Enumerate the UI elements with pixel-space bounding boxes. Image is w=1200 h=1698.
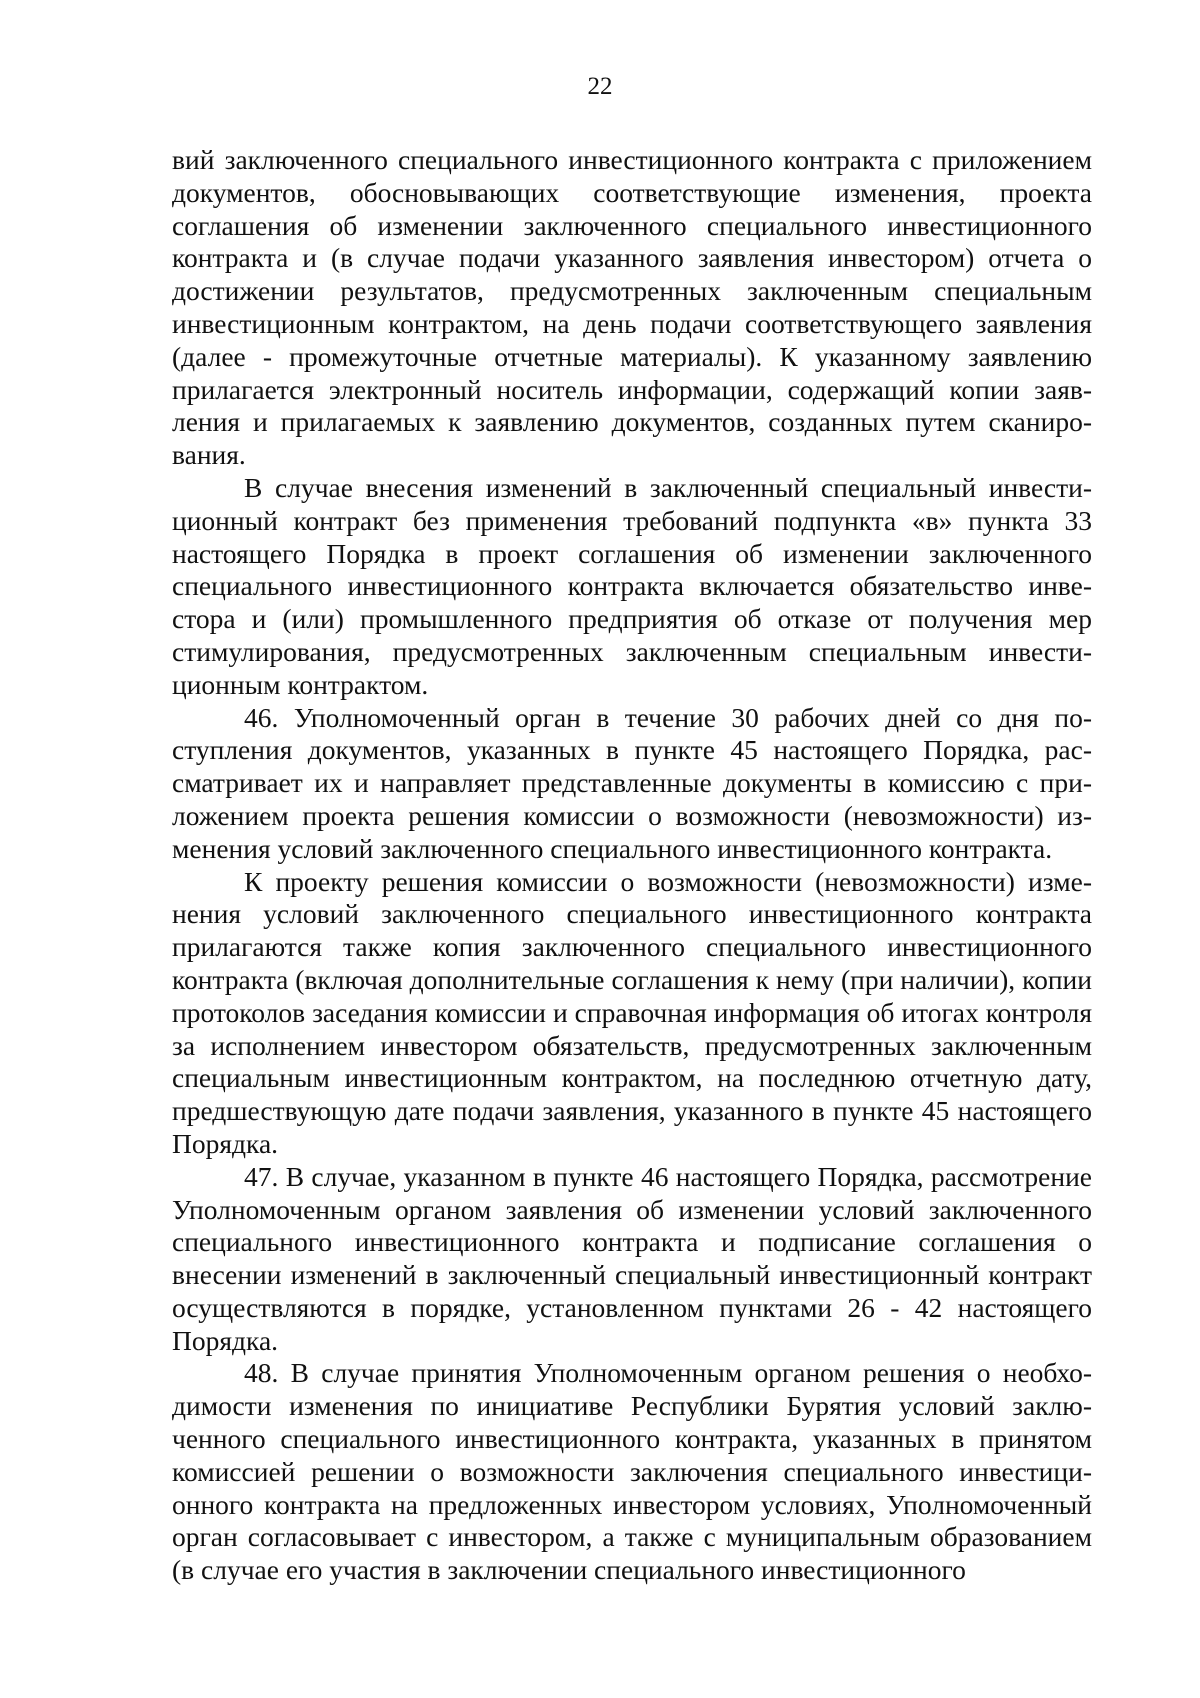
document-body	[172, 144, 1092, 1587]
paragraph-48: 48. В случае принятия Уполномоченным органом решения о необходимости изменения по инициативе Республики Бурятия условий заключенного специального инвестиционного контракта, указанных в принятом комиссией решении о возможности заключения специального инвестиционного контракта на предложенных инвестором условиях, Уполномоченный орган согласовывает с инвестором, а также с муниципальным образованием (в случае его участия в заключении специального инвестиционного	[172, 1357, 1092, 1586]
paragraph-46: 46. Уполномоченный орган в течение 30 рабочих дней со дня поступления документов, указанных в пункте 45 настоящего Порядка, рассматривает их и направляет представленные документы в комиссию с приложением проекта решения комиссии о возможности (невозможности) изменения условий заключенного специального инвестиционного контракта.	[172, 701, 1092, 864]
page-number: 22	[587, 73, 613, 100]
paragraph-47: 47. В случае, указанном в пункте 46 настоящего Порядка, рассмотрение Уполномоченным органом заявления об изменении условий заключенного специального инвестиционного контракта и подписание соглашения о внесении изменений в заключенный специальный инвестиционный контракт осуществляются в порядке, установленном пунктами 26 - 42 настоящего Порядка.	[172, 1160, 1092, 1356]
paragraph-46-attachments: К проекту решения комиссии о возможности (невозможности) изменения условий заключенного специального инвестиционного контракта прилагаются также копия заключенного специального инвестиционного контракта (включая дополнительные соглашения к нему (при наличии), копии протоколов заседания комиссии и справочная информация об итогах контроля за исполнением инвестором обязательств, предусмотренных заключенным специальным инвестиционным контрактом, на последнюю отчетную дату, предшествующую дате подачи заявления, указанного в пункте 45 настоящего Порядка.	[172, 865, 1092, 1159]
paragraph-amendment-without-requirements: В случае внесения изменений в заключенный специальный инвестиционный контракт без применения требований подпункта «в» пункта 33 настоящего Порядка в проект соглашения об изменении заключенного специального инвестиционного контракта включается обязательство инвестора и (или) промышленного предприятия об отказе от получения мер стимулирования, предусмотренных заключенным специальным инвестиционным контрактом.	[172, 471, 1092, 700]
paragraph-continuation: вий заключенного специального инвестиционного контракта с приложением документов, обосновывающих соответствующие изменения, проекта соглашения об изменении заключенного специального инвестиционного контракта и (в случае подачи указанного заявления инвестором) отчета о достижении результатов, предусмотренных заключенным специальным инвестиционным контрактом, на день подачи соответствующего заявления (далее - промежуточные отчетные материалы). К указанному заявлению прилагается электронный носитель информации, содержащий копии заявления и прилагаемых к заявлению документов, созданных путем сканирования.	[172, 144, 1092, 471]
